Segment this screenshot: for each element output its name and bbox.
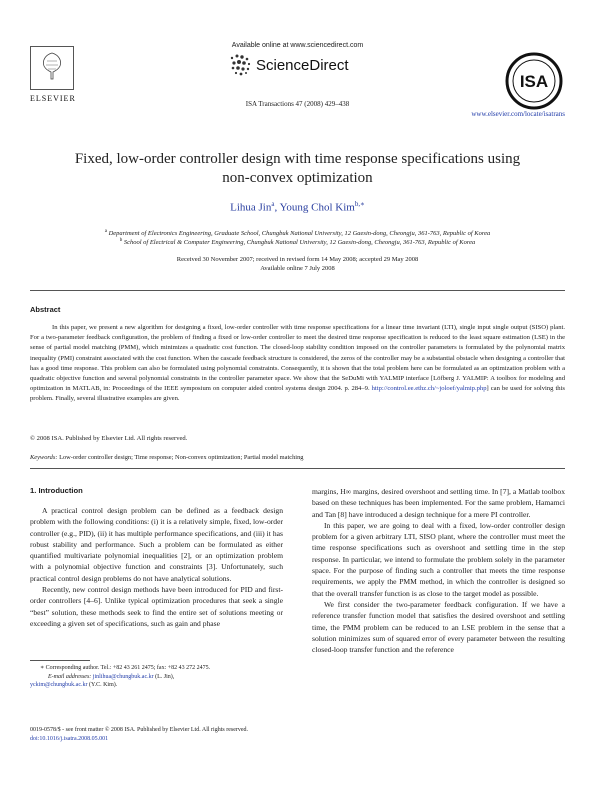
paper-title bbox=[0, 150, 595, 188]
tree-icon bbox=[39, 51, 65, 81]
sciencedirect-dots-icon bbox=[228, 52, 254, 78]
email-label: E-mail addresses: bbox=[48, 673, 93, 680]
abstract-text-post: ] can be used for solving this problem. Finally, several illustrative examples are given. bbox=[30, 385, 565, 403]
isa-logo-text: ISA bbox=[519, 72, 549, 91]
footnote bbox=[30, 664, 290, 690]
email-link-1[interactable]: jinlihua@chungbuk.ac.kr bbox=[92, 673, 154, 680]
isa-logo bbox=[505, 52, 563, 110]
abstract-body bbox=[30, 323, 565, 405]
received-dates: Received 30 November 2007; received in revised form 14 May 2008; accepted 29 May 2008 bbox=[176, 256, 419, 263]
authors bbox=[0, 200, 595, 214]
sciencedirect-logo bbox=[228, 52, 388, 80]
footnote-divider bbox=[30, 660, 90, 661]
yalmip-link[interactable]: http://control.ee.ethz.ch/~joloef/yalmip.php bbox=[371, 385, 487, 393]
available-online-text: Available online at www.sciencedirect.com bbox=[231, 42, 364, 49]
top-divider bbox=[30, 290, 565, 291]
author-2[interactable]: Young Chol Kim bbox=[279, 201, 355, 214]
abstract-text-pre: In this paper, we present a new algorithm for designing a fixed, low-order controller with time response specifications for a linear time invariant (LTI), single input single output (SISO) plant. For a two-parameter feedback configuration, the problem of finding a fixed or low-order controller to meet the desired time response specification is reduced to the least square estimation (LSE) in the sense of partial model matching (PMM), which minimizes a quadratic cost function. The closed-loop stability condition imposed on the controller parameters is formulated by the polynomial matrix inequality (PMI) constraint associated with the cost function. When the cascade feedback structure is considered, the zeros of the controller may be a substantial obstacle when designing a controller that has a good time response. This problem can also be formulated using polynomial constraints. Consequently, it is shown that the total problem here can be formulated as an optimization problem with a quadratic objective function and several polynomial constraints in the controller parameter space. We show that the SeDuMi with YALMIP interface [Löfberg J. YALMIP: A toolbox for modeling and optimization in MATLAB, in: Proceedings of the IEEE symposium on computer aided control systems design 2004. p. 284–9. bbox=[30, 324, 565, 393]
front-matter-line: 0019-0578/$ - see front matter © 2008 ISA. Published by Elsevier Ltd. All rights reserved. bbox=[30, 727, 249, 733]
front-matter-footer bbox=[30, 726, 248, 744]
affiliation-b-sup: b bbox=[119, 238, 123, 243]
title-line-1: Fixed, low-order controller design with time response specifications using bbox=[74, 151, 521, 167]
author-1-sup: a bbox=[271, 200, 275, 208]
abstract-heading: Abstract bbox=[30, 305, 61, 314]
affiliation-b bbox=[60, 236, 535, 247]
abstract-copyright: © 2008 ISA. Published by Elsevier Ltd. All rights reserved. bbox=[30, 435, 188, 442]
elsevier-wordmark: ELSEVIER bbox=[30, 94, 76, 103]
right-column bbox=[312, 486, 565, 655]
keywords-label: Keywords: bbox=[30, 454, 58, 461]
section-heading: 1. Introduction bbox=[30, 486, 83, 495]
affiliation-b-text: School of Electrical & Computer Engineering, Chungbuk National University, 12 Gaesin-dong, Cheongju, 361-763, Republic of Korea bbox=[123, 239, 476, 247]
title-line-2: non-convex optimization bbox=[222, 170, 373, 186]
left-paragraph-2: Recently, new control design methods have been introduced for PID and first-order controllers [4–6]. Unlike typical optimization procedures that seek a single “best” solution, these methods seek to find the entire set of solutions meeting or exceeding a given set of specifications, such as gain and phase bbox=[30, 585, 283, 628]
email-2-name: (Y.C. Kim). bbox=[87, 682, 118, 688]
email-line bbox=[30, 673, 290, 682]
right-paragraph-1: margins, H∞ margins, desired overshoot and settling time. In [7], a Matlab toolbox based on these techniques has been implemented. For the same problem, Hamamci and Tan [8] have introduced a design technique for a mere PI controller. bbox=[312, 487, 565, 519]
email-1-name: (L. Jin), bbox=[153, 673, 175, 680]
left-column bbox=[30, 505, 283, 629]
journal-reference: ISA Transactions 47 (2008) 429–438 bbox=[245, 100, 350, 108]
right-paragraph-3: We first consider the two-parameter feedback configuration. If we have a reference transfer function model that satisfies the desired overshoot and settling time, the PMM problem can be reduced to an LSE problem in the sense that a solution minimizes sum of squared error of every parameter between the resulting closed-loop transfer function and the reference bbox=[312, 599, 565, 655]
doi-link[interactable]: doi:10.1016/j.isatra.2008.05.001 bbox=[30, 736, 109, 742]
author-2-sup: b,∗ bbox=[354, 200, 365, 208]
elsevier-logo bbox=[30, 46, 74, 90]
author-1[interactable]: Lihua Jin bbox=[230, 201, 272, 214]
keywords bbox=[30, 454, 303, 461]
email-link-2[interactable]: yckim@chungbuk.ac.kr bbox=[30, 682, 88, 688]
online-date: Available online 7 July 2008 bbox=[260, 265, 335, 272]
right-paragraph-2: In this paper, we are going to deal with a fixed, low-order controller design problem for a given arbitrary LTI, SISO plant, where the controller must meet the time response specifications such as overshoot and settling time in the step response. In particular, we intend to formulate the problem solely in the parameter space. For the purpose of finding such a controller that meets the time response requirements, we apply the PMM method, in which the controller is designed so that the overall transfer function is as close to the target model as possible. bbox=[312, 520, 565, 598]
email-line-2 bbox=[30, 681, 290, 690]
affiliation-a-sup: a bbox=[104, 229, 107, 234]
author-separator: , bbox=[274, 201, 280, 214]
corresponding-author: ∗ Corresponding author. Tel.: +82 43 261 2475; fax: +82 43 272 2475. bbox=[40, 665, 211, 671]
sciencedirect-wordmark: ScienceDirect bbox=[256, 57, 349, 74]
affiliation-a-text: Department of Electronics Engineering, Graduate School, Chungbuk National University, 12 Gaesin-dong, Cheongju, 361-763, Republic of Korea bbox=[108, 230, 491, 238]
keywords-text: Low-order controller design; Time response; Non-convex optimization; Partial model matching bbox=[57, 454, 304, 461]
left-paragraph-1: A practical control design problem can be defined as a feedback design problem with the following conditions: (i) it is a relatively simple, fixed, low-order controller (e.g., PID), (ii) it has multiple performance specifications, and (iii) it has robust stability and performance. Such a problem can be formulated as either quantified multivariate polynomial inequalities [2], or an optimization problem with a polynomial objective function and constraints [3]. Unfortunately, such practical control design problems do not have analytical solutions. bbox=[30, 506, 283, 583]
abstract-divider bbox=[30, 468, 565, 469]
journal-url-link[interactable]: www.elsevier.com/locate/isatrans bbox=[471, 110, 565, 118]
